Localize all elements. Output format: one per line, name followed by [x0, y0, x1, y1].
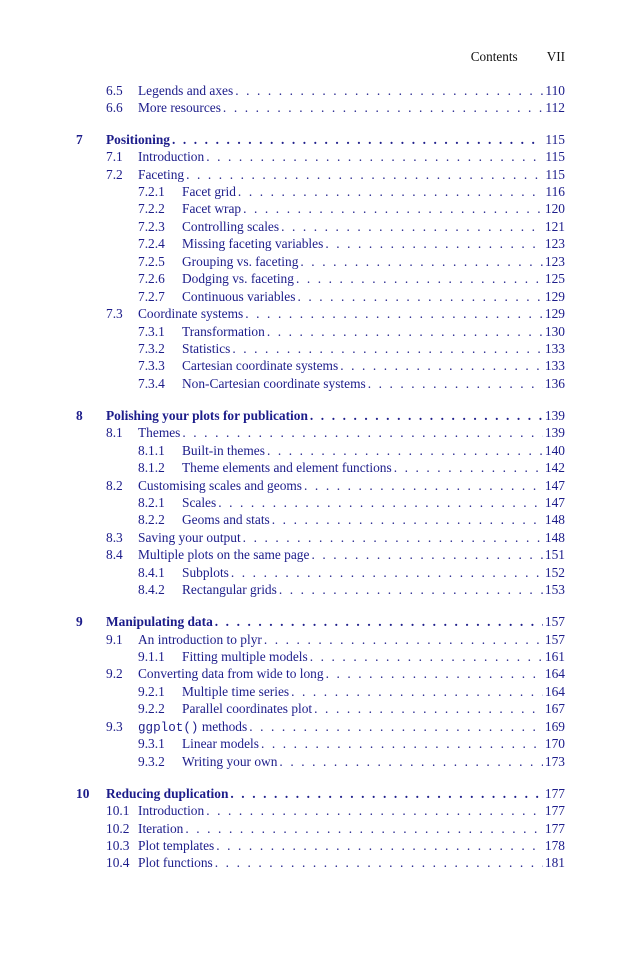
toc-section-entry[interactable] [0, 166, 641, 183]
toc-entry-page[interactable]: 147 [544, 495, 565, 510]
toc-entry-number: 7.3.3 [138, 358, 165, 373]
toc-entry-page[interactable]: 152 [544, 565, 565, 580]
toc-entry-number: 7 [76, 132, 83, 147]
toc-entry-number: 10.4 [106, 855, 130, 870]
toc-entry-number: 10.3 [106, 838, 130, 853]
toc-entry-page[interactable]: 148 [544, 530, 565, 545]
toc-entry-page[interactable]: 136 [544, 376, 565, 391]
toc-entry-title[interactable]: Theme elements and element functions [182, 460, 392, 475]
toc-entry-line [182, 218, 565, 235]
toc-section-entry[interactable] [0, 288, 641, 305]
toc-entry-title[interactable]: Writing your own [182, 754, 278, 769]
dot-leader [223, 99, 543, 116]
toc-entry-title[interactable]: Continuous variables [182, 289, 296, 304]
dot-leader [243, 529, 543, 546]
toc-section-entry[interactable] [0, 802, 641, 819]
toc-entry-line [138, 820, 565, 837]
dot-leader [300, 253, 543, 270]
toc-chapter-entry[interactable] [0, 131, 641, 148]
toc-entry-page[interactable]: 142 [544, 460, 565, 475]
toc-entry-number: 7.2.7 [138, 289, 165, 304]
toc-entry-line [182, 735, 565, 752]
toc-entry-page[interactable]: 148 [544, 512, 565, 527]
dot-leader [281, 218, 543, 235]
dot-leader [279, 581, 543, 598]
toc-entry-page[interactable]: 123 [544, 236, 565, 251]
toc-entry-line [182, 511, 565, 528]
toc-section-entry[interactable] [0, 511, 641, 528]
toc-entry-page[interactable]: 116 [545, 184, 565, 199]
toc-entry-page[interactable]: 115 [545, 132, 565, 147]
toc-section-entry[interactable] [0, 683, 641, 700]
dot-leader [279, 753, 542, 770]
toc-section-entry[interactable] [0, 459, 641, 476]
toc-chapter-entry[interactable] [0, 785, 641, 802]
toc-entry-number: 8.2.2 [138, 512, 165, 527]
toc-entry-number: 7.3.1 [138, 324, 165, 339]
toc-entry-number: 8.2.1 [138, 495, 165, 510]
toc-section-entry[interactable] [0, 305, 641, 322]
header-section-title: Contents [470, 49, 518, 64]
toc-entry-number: 7.2.6 [138, 271, 165, 286]
toc-entry-number: 7.2.2 [138, 201, 165, 216]
dot-leader [340, 357, 543, 374]
dot-leader [186, 166, 543, 183]
toc-entry-page[interactable]: 121 [544, 219, 565, 234]
toc-entry-page[interactable]: 139 [544, 425, 565, 440]
toc-entry-line [106, 131, 565, 148]
toc-section-entry[interactable] [0, 529, 641, 546]
toc-section-entry[interactable] [0, 235, 641, 252]
toc-entry-title[interactable]: Grouping vs. faceting [182, 254, 299, 269]
toc-section-entry[interactable] [0, 357, 641, 374]
toc-entry-title[interactable]: Cartesian coordinate systems [182, 358, 339, 373]
toc-entry-page[interactable]: 120 [544, 201, 565, 216]
dot-leader [267, 323, 543, 340]
toc-entry-line [182, 270, 565, 287]
dot-leader [296, 270, 543, 287]
toc-entry-page[interactable]: 173 [544, 754, 565, 769]
toc-section-entry[interactable] [0, 820, 641, 837]
toc-entry-page[interactable]: 115 [545, 167, 565, 182]
toc-entry-number: 8.1 [106, 425, 123, 440]
toc-section-entry[interactable] [0, 735, 641, 752]
toc-entry-number: 9 [76, 614, 83, 629]
toc-entry-number: 7.2.1 [138, 184, 165, 199]
toc-entry-number: 10 [76, 786, 90, 801]
dot-leader [182, 424, 543, 441]
toc-entry-line [182, 753, 565, 770]
toc-entry-number: 7.1 [106, 149, 123, 164]
toc-entry-title[interactable]: Dodging vs. faceting [182, 271, 294, 286]
toc-entry-page[interactable]: 177 [544, 803, 565, 818]
toc-entry-number: 9.1 [106, 632, 123, 647]
toc-entry-title[interactable]: Parallel coordinates plot [182, 701, 313, 716]
toc-entry-line [138, 546, 565, 563]
toc-entry-title[interactable]: Subplots [182, 565, 229, 580]
dot-leader [310, 407, 543, 424]
toc-entry-page[interactable]: 161 [544, 649, 565, 664]
toc-entry-title[interactable]: Plot functions [138, 855, 213, 870]
toc-entry-line [182, 375, 565, 392]
toc-entry-number: 9.3 [106, 719, 123, 734]
toc-entry-line [182, 459, 565, 476]
toc-entry-page[interactable]: 139 [544, 408, 565, 423]
toc-section-entry[interactable] [0, 837, 641, 854]
toc-entry-line [138, 305, 565, 322]
toc-entry-title[interactable]: Built-in themes [182, 443, 265, 458]
toc-section-entry[interactable] [0, 665, 641, 682]
toc-entry-page[interactable]: 123 [544, 254, 565, 269]
toc-entry-line [182, 581, 565, 598]
toc-entry-page[interactable]: 112 [545, 100, 565, 115]
toc-entry-title[interactable]: Plot templates [138, 838, 215, 853]
toc-entry-title[interactable]: Missing faceting variables [182, 236, 324, 251]
toc-entry-page[interactable]: 129 [544, 306, 565, 321]
toc-entry-title[interactable]: Non-Cartesian coordinate systems [182, 376, 366, 391]
dot-leader [261, 735, 543, 752]
dot-leader [314, 700, 543, 717]
dot-leader [235, 82, 543, 99]
toc-entry-title[interactable]: Faceting [138, 167, 185, 182]
dot-leader [185, 820, 543, 837]
toc-entry-number: 8.1.2 [138, 460, 165, 475]
toc-entry-number: 9.3.1 [138, 736, 165, 751]
toc-entry-line [138, 529, 565, 546]
dot-leader [304, 477, 543, 494]
toc-section-entry[interactable] [0, 82, 641, 99]
toc-section-entry[interactable] [0, 148, 641, 165]
toc-entry-line [182, 235, 565, 252]
toc-entry-title[interactable]: Transformation [182, 324, 265, 339]
toc-entry-line [106, 785, 565, 802]
toc-entry-number: 7.2.5 [138, 254, 165, 269]
toc-entry-title[interactable]: Introduction [138, 149, 205, 164]
running-header [471, 49, 565, 65]
toc-entry-title[interactable]: Multiple plots on the same page [138, 547, 310, 562]
toc-entry-line [138, 99, 565, 116]
toc-entry-line [138, 802, 565, 819]
toc-entry-number: 10.2 [106, 821, 130, 836]
toc-entry-line [106, 407, 565, 424]
toc-entry-number: 8.4.1 [138, 565, 165, 580]
toc-entry-page[interactable]: 178 [544, 838, 565, 853]
toc-entry-line [182, 323, 565, 340]
header-page-number: VII [546, 49, 565, 64]
toc-entry-page[interactable]: 164 [544, 684, 565, 699]
toc-section-entry[interactable] [0, 718, 641, 735]
toc-entry-line [138, 854, 565, 871]
toc-entry-number: 9.2 [106, 666, 123, 681]
toc-entry-number: 8.4.2 [138, 582, 165, 597]
toc-entry-number: 9.1.1 [138, 649, 165, 664]
toc-entry-page[interactable]: 130 [544, 324, 565, 339]
toc-section-entry[interactable] [0, 631, 641, 648]
toc-entry-number: 10.1 [106, 803, 130, 818]
toc-entry-line [182, 200, 565, 217]
dot-leader [215, 613, 543, 630]
toc-entry-page[interactable]: 151 [544, 547, 565, 562]
toc-section-entry[interactable] [0, 375, 641, 392]
toc-entry-page[interactable]: 140 [544, 443, 565, 458]
dot-leader [231, 564, 543, 581]
toc-entry-title[interactable]: Statistics [182, 341, 231, 356]
toc-chapter-entry[interactable] [0, 407, 641, 424]
toc-entry-title[interactable]: ggplot() methods [138, 719, 248, 735]
toc-section-entry[interactable] [0, 218, 641, 235]
toc-entry-page[interactable]: 170 [544, 736, 565, 751]
dot-leader [310, 648, 543, 665]
toc-entry-page[interactable]: 157 [544, 614, 565, 629]
toc-entry-number: 9.2.2 [138, 701, 165, 716]
toc-entry-line [182, 357, 565, 374]
toc-section-entry[interactable] [0, 442, 641, 459]
toc-entry-number: 8.1.1 [138, 443, 165, 458]
dot-leader [206, 802, 543, 819]
toc-entry-number: 7.3.2 [138, 341, 165, 356]
toc-entry-line [138, 424, 565, 441]
toc-entry-page[interactable]: 177 [544, 786, 565, 801]
toc-entry-line [138, 166, 565, 183]
toc-entry-title[interactable]: Positioning [106, 132, 170, 147]
dot-leader [218, 494, 543, 511]
toc-entry-number: 8 [76, 408, 83, 423]
toc-entry-line [182, 564, 565, 581]
toc-entry-line [182, 253, 565, 270]
toc-entry-title[interactable]: Controlling scales [182, 219, 280, 234]
toc-section-entry[interactable] [0, 564, 641, 581]
toc-entry-page[interactable]: 125 [544, 271, 565, 286]
toc-entry-page[interactable]: 133 [544, 358, 565, 373]
toc-section-entry[interactable] [0, 200, 641, 217]
toc-section-entry[interactable] [0, 340, 641, 357]
toc-entry-title[interactable]: Customising scales and geoms [138, 478, 303, 493]
dot-leader [206, 148, 543, 165]
toc-section-entry[interactable] [0, 477, 641, 494]
toc-entry-page[interactable]: 110 [545, 83, 565, 98]
dot-leader [291, 683, 543, 700]
toc-entry-line [138, 665, 565, 682]
dot-leader [238, 183, 543, 200]
toc-entry-title[interactable]: Linear models [182, 736, 259, 751]
dot-leader [215, 854, 543, 871]
dot-leader [243, 200, 543, 217]
toc-entry-title[interactable]: An introduction to plyr [138, 632, 262, 647]
dot-leader [245, 305, 543, 322]
dot-leader [325, 235, 543, 252]
toc-entry-page[interactable]: 129 [544, 289, 565, 304]
dot-leader [311, 546, 542, 563]
toc-section-entry[interactable] [0, 253, 641, 270]
toc-entry-line [182, 648, 565, 665]
toc-entry-title[interactable]: Facet wrap [182, 201, 242, 216]
toc-entry-page[interactable]: 167 [544, 701, 565, 716]
toc-entry-number: 9.2.1 [138, 684, 165, 699]
dot-leader [272, 511, 543, 528]
toc-entry-page[interactable]: 177 [544, 821, 565, 836]
toc-entry-title[interactable]: Facet grid [182, 184, 236, 199]
toc-entry-page[interactable]: 133 [544, 341, 565, 356]
toc-entry-number: 8.3 [106, 530, 123, 545]
toc-entry-title[interactable]: Converting data from wide to long [138, 666, 324, 681]
toc-entry-line [138, 837, 565, 854]
toc-entry-line [182, 683, 565, 700]
toc-entry-line [138, 82, 565, 99]
toc-section-entry[interactable] [0, 424, 641, 441]
toc-section-entry[interactable] [0, 700, 641, 717]
toc-entry-number: 9.3.2 [138, 754, 165, 769]
toc-entry-title[interactable]: Multiple time series [182, 684, 290, 699]
toc-entry-line [138, 148, 565, 165]
toc-entry-title[interactable]: Geoms and stats [182, 512, 270, 527]
toc-section-entry[interactable] [0, 494, 641, 511]
toc-entry-line [182, 700, 565, 717]
dot-leader [368, 375, 543, 392]
toc-entry-title[interactable]: Iteration [138, 821, 184, 836]
toc-entry-page[interactable]: 164 [544, 666, 565, 681]
toc-entry-number: 7.2.4 [138, 236, 165, 251]
toc-section-entry[interactable] [0, 581, 641, 598]
toc-entry-page[interactable]: 169 [544, 719, 565, 734]
toc-entry-number: 7.2 [106, 167, 123, 182]
toc-entry-title[interactable]: Saving your output [138, 530, 241, 545]
toc-section-entry[interactable] [0, 270, 641, 287]
dot-leader [249, 718, 543, 735]
toc-entry-title[interactable]: Scales [182, 495, 217, 510]
toc-entry-page[interactable]: 147 [544, 478, 565, 493]
toc-entry-title[interactable]: Reducing duplication [106, 786, 229, 801]
toc-entry-page[interactable]: 115 [545, 149, 565, 164]
toc-entry-number: 8.2 [106, 478, 123, 493]
toc-entry-number: 7.3.4 [138, 376, 165, 391]
dot-leader [232, 340, 543, 357]
toc-entry-line [106, 613, 565, 630]
toc-section-entry[interactable] [0, 546, 641, 563]
toc-entry-title[interactable]: Introduction [138, 803, 205, 818]
toc-entry-line [182, 288, 565, 305]
toc-entry-page[interactable]: 157 [544, 632, 565, 647]
toc-entry-page[interactable]: 181 [544, 855, 565, 870]
dot-leader [267, 442, 543, 459]
dot-leader [326, 665, 543, 682]
toc-entry-number: 7.3 [106, 306, 123, 321]
dot-leader [297, 288, 542, 305]
toc-entry-line [138, 631, 565, 648]
toc-section-entry[interactable] [0, 854, 641, 871]
toc-entry-title[interactable]: Coordinate systems [138, 306, 244, 321]
toc-entry-title[interactable]: More resources [138, 100, 221, 115]
toc-entry-title[interactable]: Fitting multiple models [182, 649, 308, 664]
toc-entry-number: 7.2.3 [138, 219, 165, 234]
toc-entry-number: 8.4 [106, 547, 123, 562]
toc-entry-page[interactable]: 153 [544, 582, 565, 597]
toc-section-entry[interactable] [0, 648, 641, 665]
toc-section-entry[interactable] [0, 753, 641, 770]
toc-entry-line [182, 340, 565, 357]
toc-chapter-entry[interactable] [0, 613, 641, 630]
toc-entry-title[interactable]: Polishing your plots for publication [106, 408, 308, 423]
toc-section-entry[interactable] [0, 323, 641, 340]
dot-leader [230, 785, 543, 802]
toc-entry-line [182, 494, 565, 511]
dot-leader [394, 459, 543, 476]
toc-entry-line [182, 442, 565, 459]
dot-leader [172, 131, 543, 148]
dot-leader [216, 837, 543, 854]
dot-leader [264, 631, 543, 648]
toc-entry-title[interactable]: Rectangular grids [182, 582, 277, 597]
toc-entry-title[interactable]: Manipulating data [106, 614, 213, 629]
toc-section-entry[interactable] [0, 99, 641, 116]
toc-entry-line [182, 183, 565, 200]
toc-entry-number: 6.5 [106, 83, 123, 98]
toc-entry-number: 6.6 [106, 100, 123, 115]
toc-entry-line [138, 477, 565, 494]
toc-section-entry[interactable] [0, 183, 641, 200]
toc-entry-title[interactable]: Themes [138, 425, 181, 440]
toc-entry-title[interactable]: Legends and axes [138, 83, 234, 98]
